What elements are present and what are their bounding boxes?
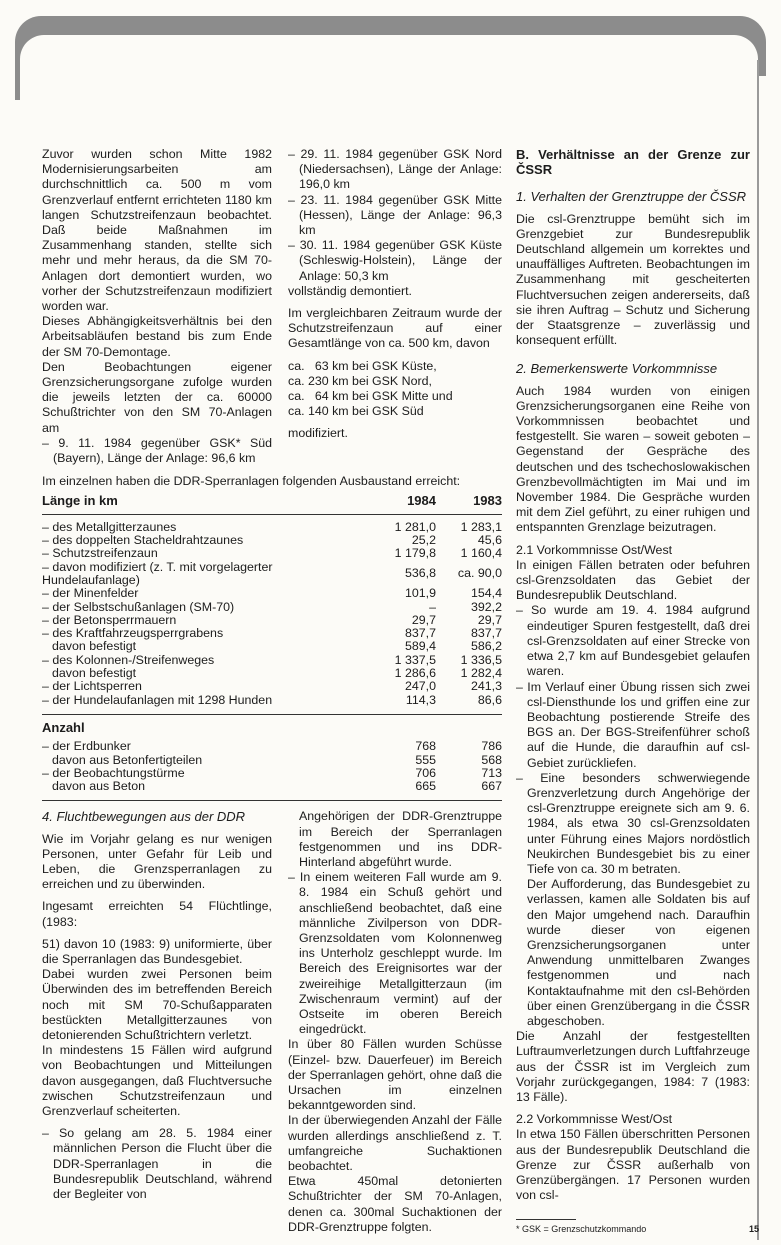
- value-1983: 586,2: [470, 639, 502, 654]
- paragraph: vollständig demontiert.: [288, 283, 412, 298]
- value-1984: 247,0: [404, 679, 436, 694]
- table-row: [42, 740, 502, 753]
- value-1984: 25,2: [411, 533, 436, 548]
- table-row: [42, 654, 502, 667]
- paragraph: In einigen Fällen betraten oder befuhren csl-Grenzsoldaten das Gebiet der Bundesrepublik Deutschland.: [516, 557, 750, 603]
- value-1983: ca. 90,0: [457, 566, 502, 581]
- list-item: – In einem weiteren Fall wurde am 9. 8. 1984 ein Schuß gehört und anschließend beobachtet, daß eine männliche Zivilperson von DDR-Grenzsoldaten vom Kolonnenweg ins Unterholz geschleppt wurde. Im Bereich des Ereignisortes war der zweireihige Metallgitterzaun (im Zwischenraum vermint) auf der Ostseite im oberen Bereich eingedrückt.: [288, 870, 502, 1037]
- table-row: [42, 547, 502, 560]
- paragraph: Ingesamt erreichten 54 Flüchtlinge, (1983:: [42, 899, 272, 929]
- value-1983: 29,7: [477, 612, 502, 627]
- table-header-row: [42, 494, 502, 514]
- left-block: [42, 147, 502, 1235]
- bottom-row: [42, 809, 502, 1235]
- table-row: [42, 680, 502, 693]
- column-2-top: [288, 147, 502, 442]
- table-row: [42, 601, 502, 614]
- value-1983: 713: [481, 765, 502, 780]
- table-row: [42, 640, 502, 653]
- row-label: – der Lichtsperren: [42, 679, 142, 694]
- paragraph: Auch 1984 wurden von einigen Grenzsicherungsorganen eine Reihe von Vorkommnissen beobachtet und festgestellt. Sie waren – soweit geboten – Gegenstand der Gespräche des deutschen und des tschechoslowakischen Grenzbevollmächtigten im Mai und im November 1984. Die Gespräche wurden mit dem Ziel geführt, zu einer ruhigen und entspannten Grenzlage beizutragen.: [516, 383, 750, 535]
- table-row: [42, 561, 502, 588]
- table-row: [42, 534, 502, 547]
- column-2-bottom: [288, 809, 502, 1235]
- table-row: [42, 521, 502, 534]
- value-1984: 768: [415, 739, 436, 754]
- table-row: [42, 754, 502, 767]
- list-item: – Im Verlauf einer Übung rissen sich zwei csl-Diensthunde los und griffen eine zur Beobachtung postierende Streife des BGS an. Der BGS-Streifenführer schoß auf die Hunde, die daraufhin auf csl-Gebiet zurückliefen.: [516, 679, 750, 770]
- column-3: [516, 147, 759, 1235]
- paragraph: In mindestens 15 Fällen wird aufgrund von Beobachtungen und Mitteilungen davon ausgegangen, daß Fluchtversuche zwischen Schutzstreifenzaun und Grenzverlauf scheiterten.: [42, 1043, 272, 1119]
- value-1983: 786: [481, 739, 502, 754]
- value-1984: 589,4: [404, 639, 436, 654]
- paragraph: Wie im Vorjahr gelang es nur wenigen Personen, unter Gefahr für Leib und Leben, die Grenzsperranlagen zu erreichen und zu überwinden.: [42, 831, 272, 892]
- list-item-continuation: Der Aufforderung, das Bundesgebiet zu verlassen, kamen alle Soldaten bis auf den Major umgehend nach. Daraufhin wurde dieser von eigenen Grenzsicherungsorganen unter Anwendung unmittelbaren Zwanges festgenommen und nach Kontaktaufnahme mit den csl-Behörden über einen Grenzübergang in die ČSSR abgeschoben.: [527, 877, 750, 1028]
- section-heading: 4. Fluchtbewegungen aus der DDR: [42, 809, 246, 825]
- value-1984: 1 286,6: [394, 666, 436, 681]
- top-row: [42, 147, 502, 466]
- row-label: – der Selbstschußanlagen (SM-70): [42, 599, 235, 614]
- row-label: – der Hundelaufanlagen mit 1298 Hunden: [42, 692, 273, 707]
- page-content: [42, 0, 759, 1245]
- count-header: Anzahl: [42, 719, 85, 735]
- value-1983: 667: [481, 779, 502, 794]
- column-1-bottom: [42, 809, 272, 1202]
- paragraph: modifiziert.: [288, 426, 348, 441]
- row-label: davon aus Beton: [52, 779, 146, 794]
- list-item: – 29. 11. 1984 gegenüber GSK Nord (Niedersachsen), Länge der Anlage: 196,0 km: [288, 147, 502, 192]
- value-1984: 29,7: [411, 612, 436, 627]
- row-label: – des Kraftfahrzeugsperrgrabens: [42, 626, 224, 641]
- value-1983: 392,2: [470, 599, 502, 614]
- table-row: [42, 587, 502, 600]
- paragraph: 51) davon 10 (1983: 9) uniformierte, über die Sperranlagen das Bundesgebiet.: [42, 936, 272, 967]
- paragraph: Die csl-Grenztruppe bemüht sich im Grenzgebiet zur Bundesrepublik Deutschland allgemein um korrektes und unauffälliges Auftreten. Beobachtungen im Zusammenhang mit gescheiterten Fluchtversuchen zeigen andererseits, daß sie ihren Auftrag – Schutz und Sicherung der Staatsgrenze – zuverlässig und konsequent erfüllt.: [516, 211, 750, 348]
- list-item: – 9. 11. 1984 gegenüber GSK* Süd (Bayern), Länge der Anlage: 96,6 km: [42, 435, 272, 466]
- table-row: [42, 694, 502, 707]
- paragraph: Dabei wurden zwei Personen beim Überwinden des im betreffenden Bereich noch mit SM 70-Schußapparaten bestückten Metallgitterzaunes von detonierenden Schußtrichtern verletzt.: [42, 967, 272, 1043]
- header-label: Länge in km: [42, 494, 370, 514]
- value-1983: 837,7: [470, 626, 502, 641]
- page-footer: [516, 1209, 759, 1235]
- paragraph: Im vergleichbaren Zeitraum wurde der Schutzstreifenzaun auf einer Gesamtlänge von ca. 500 km, davon: [288, 306, 502, 351]
- value-1984: 837,7: [404, 626, 436, 641]
- row-label: davon befestigt: [52, 666, 137, 681]
- list-item: ca. 230 km bei GSK Nord,: [288, 373, 432, 388]
- row-label: – Schutzstreifenzaun: [42, 546, 158, 561]
- list-item-continuation: Angehörigen der DDR-Grenztruppe im Bereich der Sperranlagen festgenommen und ins DDR-Hinterland abgeführt wurde.: [299, 809, 502, 870]
- value-1983: 1 283,1: [460, 519, 502, 534]
- value-1983: 241,3: [470, 679, 502, 694]
- value-1983: 568: [481, 752, 502, 767]
- row-label: – der Minenfelder: [42, 586, 139, 601]
- list-item: ca. 63 km bei GSK Küste,: [288, 358, 437, 373]
- value-1984: 555: [415, 752, 436, 767]
- header-1983: 1983: [436, 494, 502, 514]
- chapter-heading: B. Verhältnisse an der Grenze zur ČSSR: [516, 147, 750, 178]
- row-label: – der Erdbunker: [42, 739, 131, 754]
- row-label: – davon modifiziert (z. T. mit vorgelagerter Hundelaufanlage): [42, 559, 273, 587]
- table-row: [42, 614, 502, 627]
- value-1984: 101,9: [404, 586, 436, 601]
- header-1984: 1984: [370, 494, 436, 514]
- paragraph: Etwa 450mal detonierten Schußtrichter der SM 70-Anlagen, denen ca. 300mal Suchaktionen der DDR-Grenztruppe folgten.: [288, 1174, 502, 1234]
- paragraph: Die Anzahl der festgestellten Luftraumverletzungen durch Luftfahrzeuge aus der ČSSR ist im Vergleich zum Vorjahr zurückgegangen, 1984: 7 (1983: 13 Fälle).: [516, 1029, 750, 1104]
- frame-right-rule: [757, 60, 759, 1240]
- value-1983: 1 160,4: [460, 546, 502, 561]
- paragraph: In der überwiegenden Anzahl der Fälle wurden allerdings anschließend z. T. umfangreiche Suchaktionen beobachtet.: [288, 1113, 502, 1174]
- value-1984: 1 281,0: [394, 519, 436, 534]
- list-item: ca. 64 km bei GSK Mitte und: [288, 389, 453, 404]
- list-item: – 23. 11. 1984 gegenüber GSK Mitte (Hessen), Länge der Anlage: 96,3 km: [288, 192, 502, 238]
- footnote-rule: [516, 1219, 576, 1220]
- footnote: [516, 1219, 646, 1235]
- value-1984: 1 179,8: [394, 546, 436, 561]
- table-row: [42, 627, 502, 640]
- table-row: [42, 667, 502, 680]
- row-label: davon aus Betonfertigteilen: [52, 752, 203, 767]
- section-heading: 2. Bemerkenswerte Vorkommnisse: [516, 361, 718, 377]
- value-1984: 114,3: [405, 692, 436, 707]
- list-item: – 30. 11. 1984 gegenüber GSK Küste (Schleswig-Holstein), Länge der Anlage: 50,3 km: [288, 238, 502, 283]
- barrier-table-section: [42, 474, 502, 801]
- value-1984: 536,8: [404, 566, 436, 581]
- subsection-heading: 2.2 Vorkommnisse West/Ost: [516, 1112, 673, 1127]
- table-row: [42, 780, 502, 793]
- value-1983: 154,4: [470, 586, 502, 601]
- barrier-table: [42, 494, 502, 801]
- paragraph: In über 80 Fällen wurden Schüsse (Einzel- bzw. Dauerfeuer) im Bereich der Sperranlagen gehört, ohne daß die Ursachen im einzelnen bekanntgeworden sind.: [288, 1037, 502, 1113]
- value-1984: 665: [415, 779, 436, 794]
- value-1984: 706: [415, 765, 436, 780]
- row-label: – der Betonsperrmauern: [42, 612, 177, 627]
- list-item: – Eine besonders schwerwiegende Grenzverletzung durch Angehörige der csl-Grenztruppe ereignete sich am 9. 6. 1984, als etwa 30 csl-Grenzsoldaten unter Führung eines Majors nordöstlich Neukirchen Bundesgebiet bis zu einer Tiefe von ca. 30 m betraten.: [516, 770, 750, 876]
- value-1984: 1 337,5: [394, 652, 436, 667]
- table-row: [42, 767, 502, 780]
- list-item: ca. 140 km bei GSK Süd: [288, 404, 424, 419]
- paragraph: Zuvor wurden schon Mitte 1982 Modernisierungsarbeiten am durchschnittlich ca. 500 m vom Grenzverlauf entfernt errichteten 1180 km langen Schutzstreifenzaun beobachtet. Daß beide Maßnahmen im Zusammenhang standen, stellte sich mehr und mehr heraus, da die SM 70-Anlagen dort demontiert wurden, wo vorher der Schutzstreifenzaun modifiziert worden war.: [42, 147, 272, 314]
- row-label: – des Kolonnen-/Streifenweges: [42, 652, 215, 667]
- value-1984: –: [429, 599, 436, 614]
- row-label: – des Metallgitterzaunes: [42, 519, 177, 534]
- paragraph: Den Beobachtungen eigener Grenzsicherungsorgane zufolge wurden die jeweils letzten der ca. 60000 Schußtrichter von den SM 70-Anlagen am: [42, 359, 272, 435]
- list-item: – So gelang am 28. 5. 1984 einer männlichen Person die Flucht über die DDR-Sperranlagen in die Bundesrepublik Deutschland, während der Begleiter von: [42, 1126, 272, 1202]
- row-label: – der Beobachtungstürme: [42, 765, 185, 780]
- table-intro: Im einzelnen haben die DDR-Sperranlagen folgenden Ausbaustand erreicht:: [42, 474, 461, 489]
- row-label: – des doppelten Stacheldrahtzaunes: [42, 533, 244, 548]
- page-number: 15: [748, 1224, 759, 1235]
- value-1983: 45,6: [477, 533, 502, 548]
- value-1983: 1 336,5: [460, 652, 502, 667]
- value-1983: 1 282,4: [460, 666, 502, 681]
- list-item: – So wurde am 19. 4. 1984 aufgrund eindeutiger Spuren festgestellt, daß drei csl-Grenzsoldaten auf einer Strecke von etwa 2,7 km auf Bundesgebiet gelaufen waren.: [516, 603, 750, 679]
- value-1983: 86,6: [477, 692, 502, 707]
- column-1-top: [42, 147, 272, 466]
- row-label: davon befestigt: [52, 639, 137, 654]
- footnote-text: * GSK = Grenzschutzkommando: [516, 1224, 647, 1235]
- length-list: [288, 359, 502, 420]
- subsection-heading: 2.1 Vorkommnisse Ost/West: [516, 542, 673, 557]
- paragraph: In etwa 150 Fällen überschritten Personen aus der Bundesrepublik Deutschland die Grenze zur ČSSR außerhalb von Grenzübergängen. 17 Personen wurden von csl-: [516, 1127, 750, 1203]
- paragraph: Dieses Abhängigkeitsverhältnis bei den Arbeitsabläufen bestand bis zum Ende der SM 70-Demontage.: [42, 314, 272, 359]
- section-heading: 1. Verhalten der Grenztruppe der ČSSR: [516, 189, 747, 205]
